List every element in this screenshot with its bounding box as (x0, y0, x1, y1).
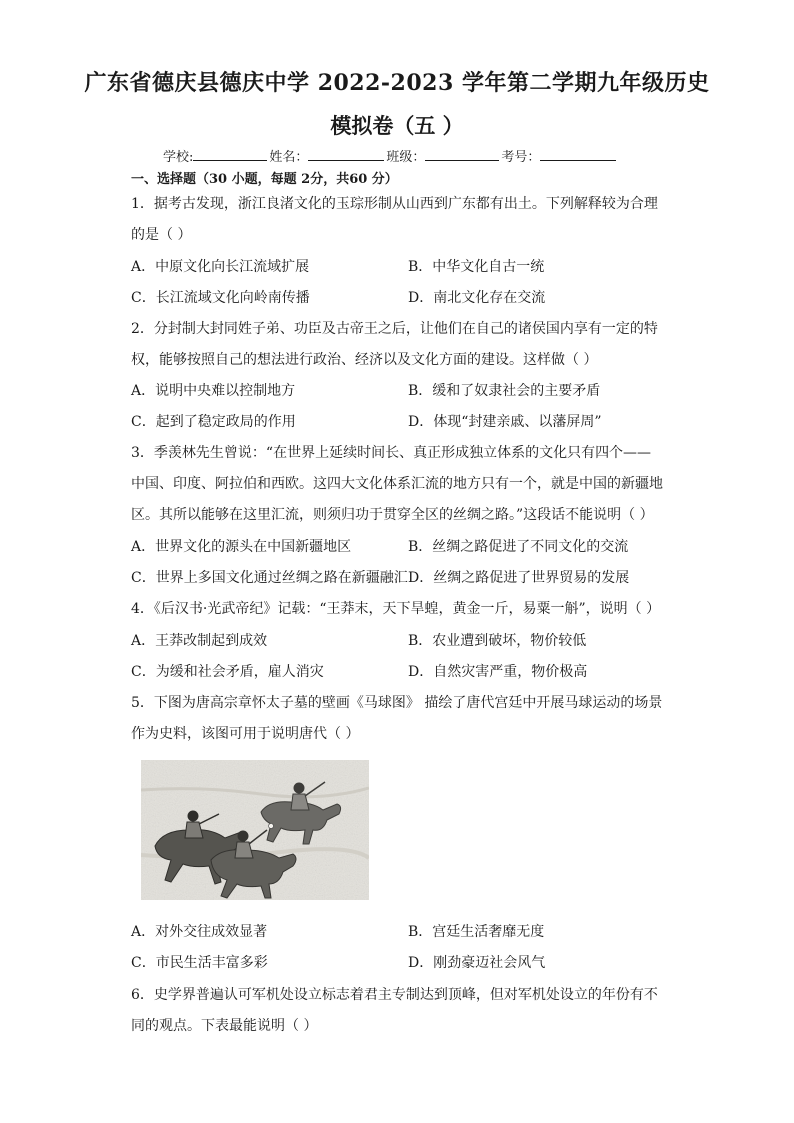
exam-subtitle: 模拟卷（五 ） (330, 113, 464, 138)
question-3-option-a: A．世界文化的源头在中国新疆地区 (131, 539, 352, 555)
question-5-line-1: 5．下图为唐高宗章怀太子墓的壁画《马球图》 描绘了唐代宫廷中开展马球运动的场景 (131, 695, 663, 711)
exam-no-blank (540, 147, 616, 161)
school-blank (193, 147, 267, 161)
question-5-option-c: C．市民生活丰富多彩 (131, 955, 268, 971)
question-3-line-2: 中国、印度、阿拉伯和西欧。这四大文化体系汇流的地方只有一个，就是中国的新疆地 (131, 476, 663, 492)
question-3-line-3: 区。其所以能够在这里汇流，则须归功于贯穿全区的丝绸之路。”这段话不能说明（ ） (131, 507, 654, 523)
question-3-option-c: C．世界上多国文化通过丝绸之路在新疆融汇 (131, 570, 408, 586)
name-label: 姓名： (269, 150, 309, 165)
question-1-option-a: A．中原文化向长江流域扩展 (131, 259, 310, 275)
name-blank (308, 147, 384, 161)
question-2-option-d: D．体现“封建亲戚、以藩屏周” (408, 414, 602, 430)
question-2-option-a: A．说明中央难以控制地方 (131, 383, 296, 399)
question-1-line-1: 1．据考古发现，浙江良渚文化的玉琮形制从山西到广东都有出土。下列解释较为合理 (131, 196, 658, 212)
question-2-line-2: 权，能够按照自己的想法进行政治、经济以及文化方面的建设。这样做（ ） (131, 352, 598, 368)
exam-title: 广东省德庆县德庆中学 2022-2023 学年第二学期九年级历史 (84, 70, 710, 96)
question-4-option-b: B．农业遭到破坏，物价较低 (408, 633, 587, 649)
class-blank (425, 147, 499, 161)
question-5-option-a: A．对外交往成效显著 (131, 924, 268, 940)
exam-no-label: 考号： (501, 150, 541, 165)
question-5-line-2: 作为史料，该图可用于说明唐代（ ） (131, 726, 360, 742)
polo-mural-image (141, 760, 369, 900)
question-6-line-2: 同的观点。下表最能说明（ ） (131, 1018, 318, 1034)
question-1-option-d: D．南北文化存在交流 (408, 290, 546, 306)
question-2-line-1: 2．分封制大封同姓子弟、功臣及古帝王之后，让他们在自己的诸侯国内享有一定的特 (131, 321, 658, 337)
student-info-line (163, 146, 618, 165)
question-3-line-1: 3．季羡林先生曾说：“在世界上延续时间长、真正形成独立体系的文化只有四个—— (131, 445, 652, 461)
school-label: 学校: (163, 150, 194, 165)
question-4-option-c: C．为缓和社会矛盾，雇人消灾 (131, 664, 324, 680)
question-4-line-1: 4．《后汉书·光武帝纪》记载：“王莽末，天下旱蝗，黄金一斤，易粟一斛”，说明（ ） (131, 601, 661, 617)
section-heading: 一、选择题（30 小题，每题 2分，共60 分） (131, 172, 398, 187)
question-4-option-a: A．王莽改制起到成效 (131, 633, 268, 649)
question-2-option-b: B．缓和了奴隶社会的主要矛盾 (408, 383, 601, 399)
question-1-line-2: 的是（ ） (131, 227, 192, 243)
question-6-line-1: 6．史学界普遍认可军机处设立标志着君主专制达到顶峰，但对军机处设立的年份有不 (131, 987, 658, 1003)
question-1-option-c: C．长江流域文化向岭南传播 (131, 290, 310, 306)
question-5-option-d: D．刚劲豪迈社会风气 (408, 955, 546, 971)
class-label: 班级： (386, 150, 426, 165)
question-1-option-b: B．中华文化自古一统 (408, 259, 545, 275)
question-5-option-b: B．宫廷生活奢靡无度 (408, 924, 545, 940)
question-3-option-d: D．丝绸之路促进了世界贸易的发展 (408, 570, 630, 586)
question-4-option-d: D．自然灾害严重，物价极高 (408, 664, 588, 680)
question-3-option-b: B．丝绸之路促进了不同文化的交流 (408, 539, 629, 555)
question-2-option-c: C．起到了稳定政局的作用 (131, 414, 296, 430)
